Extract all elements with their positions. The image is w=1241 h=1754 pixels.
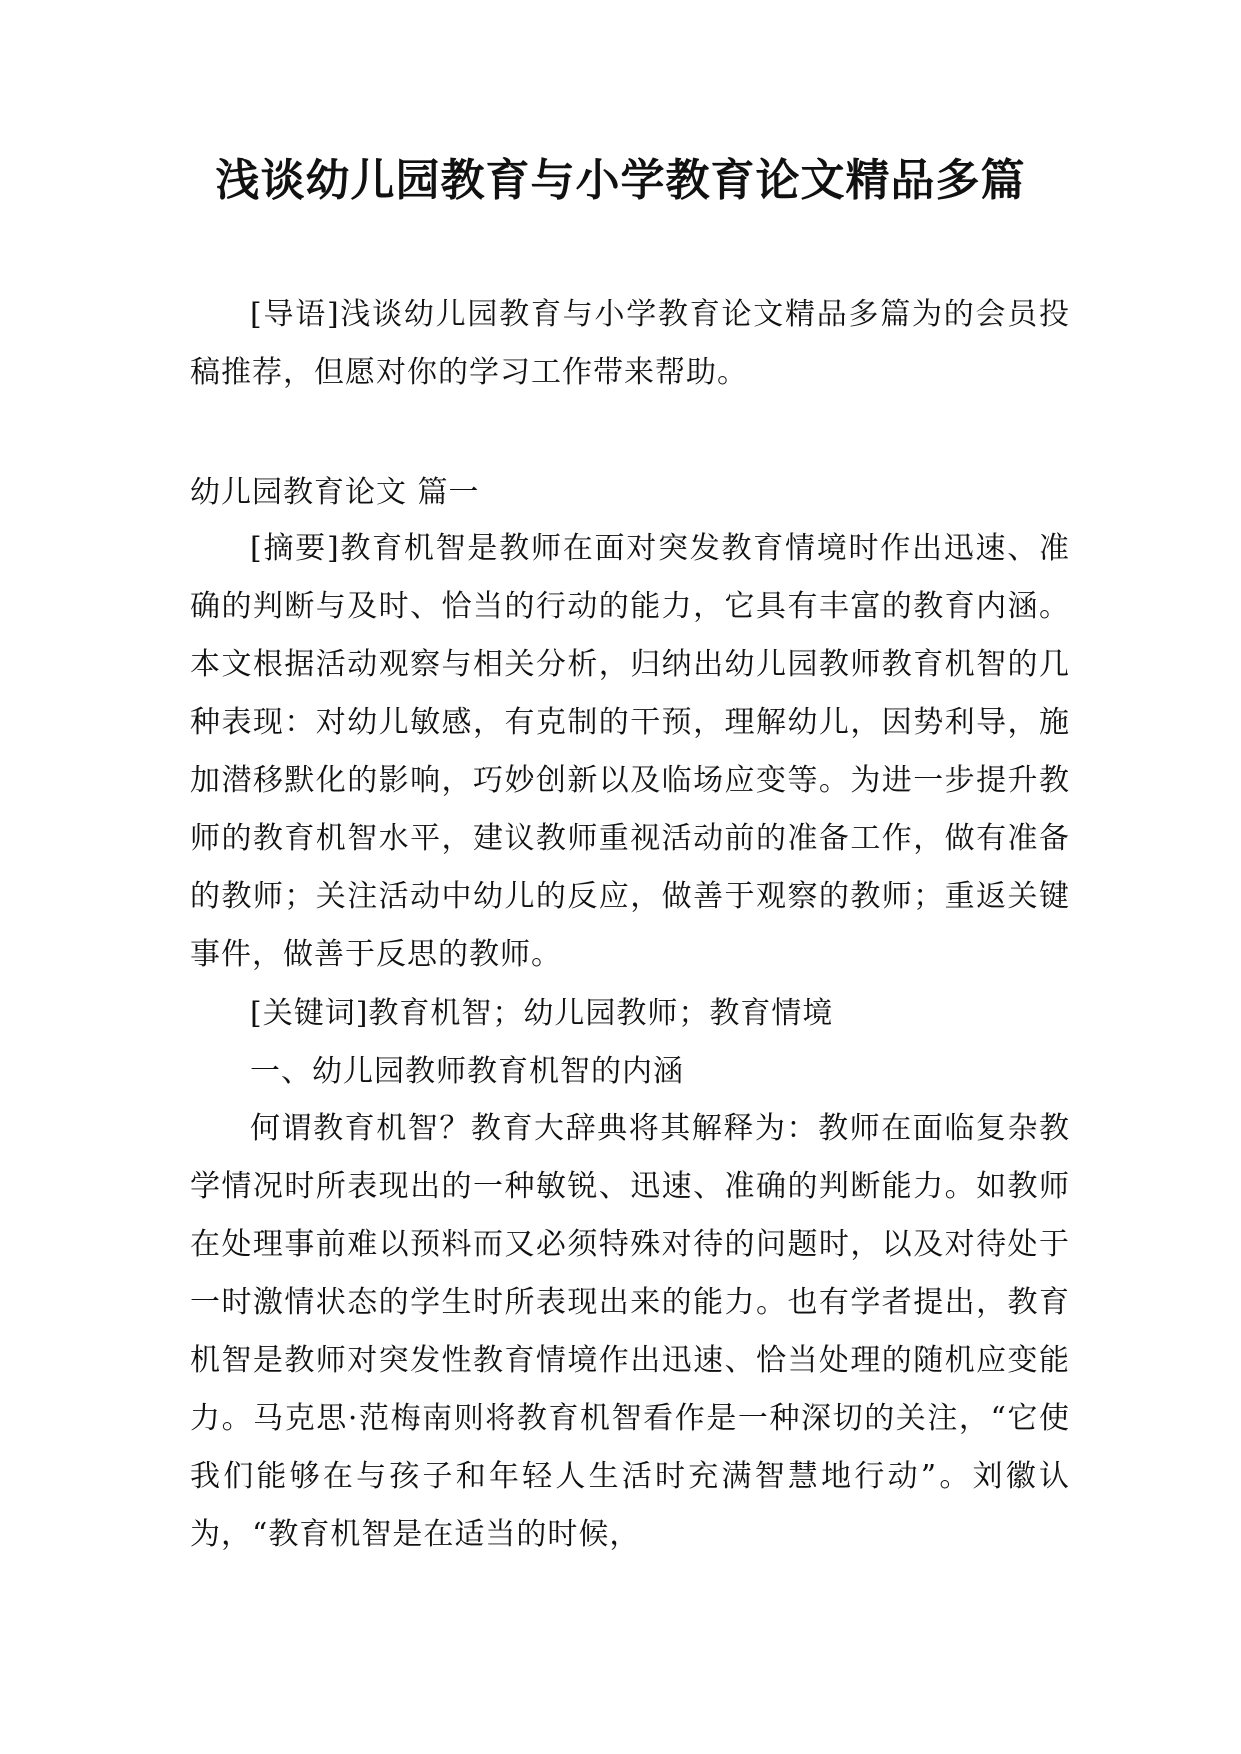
- section-heading: 幼儿园教育论文 篇一: [190, 475, 480, 510]
- body-paragraph: 何谓教育机智？教育大辞典将其解释为：教师在面临复杂教学情况时所表现出的一种敏锐、迅速、准确的判断能力。如教师在处理事前难以预料而又必须特殊对待的问题时，以及对待处于一时激情状态的学生时所表现出来的能力。也有学者提出，教育机智是教师对突发性教育情境作出迅速、恰当处理的随机应变能力。马克思·范梅南则将教育机智看作是一种深切的关注，“它使我们能够在与孩子和年轻人生活时充满智慧地行动”。刘徽认为，“教育机智是在适当的时候，: [190, 1111, 1070, 1552]
- abstract-paragraph: [摘要]教育机智是教师在面对突发教育情境时作出迅速、准确的判断与及时、恰当的行动的能力，它具有丰富的教育内涵。本文根据活动观察与相关分析，归纳出幼儿园教师教育机智的几种表现：对幼儿敏感，有克制的干预，理解幼儿，因势利导，施加潜移默化的影响，巧妙创新以及临场应变等。为进一步提升教师的教育机智水平，建议教师重视活动前的准备工作，做有准备的教师；关注活动中幼儿的反应，做善于观察的教师；重返关键事件，做善于反思的教师。: [190, 531, 1070, 972]
- document-title: 浅谈幼儿园教育与小学教育论文精品多篇: [215, 155, 1026, 206]
- keywords-paragraph: [关键词]教育机智；幼儿园教师；教育情境: [250, 996, 834, 1031]
- subsection-heading: 一、幼儿园教师教育机智的内涵: [250, 1054, 684, 1089]
- intro-paragraph: [导语]浅谈幼儿园教育与小学教育论文精品多篇为的会员投稿推荐，但愿对你的学习工作带来帮助。: [190, 297, 1070, 390]
